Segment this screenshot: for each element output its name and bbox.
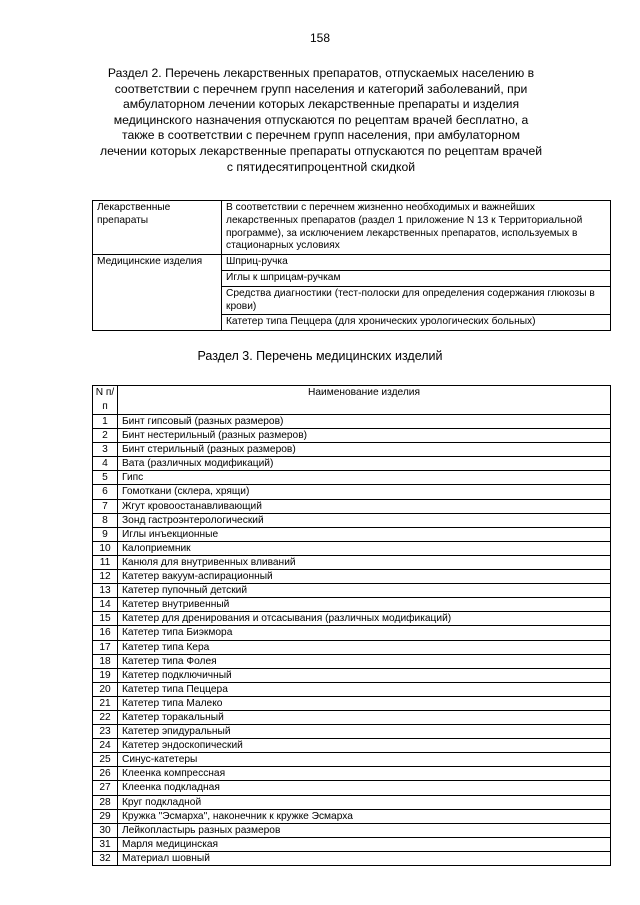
row-number: 8 <box>93 513 118 527</box>
row-number: 22 <box>93 710 118 724</box>
table-row <box>93 823 611 837</box>
row-number: 11 <box>93 555 118 569</box>
device-cell: Средства диагностики (тест-полоски для определения содержания глюкозы в крови) <box>222 286 611 315</box>
item-name: Клеенка подкладная <box>118 781 611 795</box>
item-name: Иглы инъекционные <box>118 527 611 541</box>
item-name: Бинт стерильный (разных размеров) <box>118 443 611 457</box>
row-number: 5 <box>93 471 118 485</box>
table-row <box>93 809 611 823</box>
column-header-number: N п/п <box>93 386 118 415</box>
table-row <box>93 710 611 724</box>
table-row <box>93 555 611 569</box>
description-cell: В соответствии с перечнем жизненно необходимых и важнейших лекарственных препаратов (раздел 1 приложение N 13 к Территориальной программе), за исключением лекарственных препаратов, используемых в стационарных условиях <box>222 201 611 255</box>
item-name: Катетер для дренирования и отсасывания (различных модификаций) <box>118 612 611 626</box>
table-body <box>93 415 611 866</box>
row-number: 29 <box>93 809 118 823</box>
device-cell: Катетер типа Пеццера (для хронических урологических больных) <box>222 315 611 331</box>
item-name: Катетер торакальный <box>118 710 611 724</box>
table-row <box>93 612 611 626</box>
item-name: Вата (различных модификаций) <box>118 457 611 471</box>
row-number: 32 <box>93 851 118 865</box>
item-name: Марля медицинская <box>118 837 611 851</box>
row-number: 30 <box>93 823 118 837</box>
table-row <box>93 485 611 499</box>
item-name: Зонд гастроэнтерологический <box>118 513 611 527</box>
table-row <box>93 570 611 584</box>
table-row <box>93 837 611 851</box>
item-name: Круг подкладной <box>118 795 611 809</box>
column-header-name: Наименование изделия <box>118 386 611 415</box>
table-row <box>93 682 611 696</box>
table-row <box>93 795 611 809</box>
row-number: 4 <box>93 457 118 471</box>
table-row <box>93 781 611 795</box>
row-number: 28 <box>93 795 118 809</box>
row-number: 17 <box>93 640 118 654</box>
item-name: Лейкопластырь разных размеров <box>118 823 611 837</box>
table-row <box>93 767 611 781</box>
row-number: 2 <box>93 429 118 443</box>
item-name: Синус-катетеры <box>118 753 611 767</box>
item-name: Катетер типа Биэкмора <box>118 626 611 640</box>
row-number: 14 <box>93 598 118 612</box>
item-name: Калоприемник <box>118 541 611 555</box>
device-cell: Шприц-ручка <box>222 255 611 271</box>
row-number: 6 <box>93 485 118 499</box>
table-row <box>93 654 611 668</box>
table-row <box>93 598 611 612</box>
item-name: Катетер типа Пеццера <box>118 682 611 696</box>
table-row <box>93 696 611 710</box>
item-name: Катетер эндоскопический <box>118 739 611 753</box>
table-row <box>93 429 611 443</box>
row-number: 20 <box>93 682 118 696</box>
table-row <box>93 584 611 598</box>
table-row <box>93 739 611 753</box>
item-name: Катетер пупочный детский <box>118 584 611 598</box>
row-number: 23 <box>93 725 118 739</box>
row-number: 31 <box>93 837 118 851</box>
category-cell: Лекарственные препараты <box>93 201 222 255</box>
table-row <box>93 626 611 640</box>
row-number: 19 <box>93 668 118 682</box>
row-number: 25 <box>93 753 118 767</box>
table-row <box>93 255 611 271</box>
item-name: Катетер типа Фолея <box>118 654 611 668</box>
section-2-heading: Раздел 2. Перечень лекарственных препаратов, отпускаемых населению в соответствии с перечнем групп населения и категорий заболеваний, при амбулаторном лечении которых лекарственные препараты и изделия медицинского назначения отпускаются по рецептам врачей бесплатно, а также в соответствии с перечнем групп населения, при амбулаторном лечении которых лекарственные препараты отпускаются по рецептам врачей с пятидесятипроцентной скидкой <box>99 66 543 174</box>
row-number: 10 <box>93 541 118 555</box>
table-row <box>93 513 611 527</box>
section-2-table <box>92 200 611 331</box>
item-name: Жгут кровоостанавливающий <box>118 499 611 513</box>
row-number: 9 <box>93 527 118 541</box>
row-number: 12 <box>93 570 118 584</box>
table-row <box>93 471 611 485</box>
table-row <box>93 753 611 767</box>
row-number: 21 <box>93 696 118 710</box>
row-number: 24 <box>93 739 118 753</box>
item-name: Катетер подключичный <box>118 668 611 682</box>
row-number: 13 <box>93 584 118 598</box>
row-number: 3 <box>93 443 118 457</box>
item-name: Бинт нестерильный (разных размеров) <box>118 429 611 443</box>
item-name: Клеенка компрессная <box>118 767 611 781</box>
table-row <box>93 443 611 457</box>
item-name: Бинт гипсовый (разных размеров) <box>118 415 611 429</box>
item-name: Кружка "Эсмарха", наконечник к кружке Эсмарха <box>118 809 611 823</box>
table-row <box>93 851 611 865</box>
item-name: Гомоткани (склера, хрящи) <box>118 485 611 499</box>
table-row <box>93 668 611 682</box>
table-row <box>93 527 611 541</box>
row-number: 1 <box>93 415 118 429</box>
item-name: Катетер типа Малеко <box>118 696 611 710</box>
table-row <box>93 415 611 429</box>
item-name: Материал шовный <box>118 851 611 865</box>
table-row <box>93 725 611 739</box>
row-number: 27 <box>93 781 118 795</box>
item-name: Гипс <box>118 471 611 485</box>
table-header-row <box>93 386 611 415</box>
page-number: 158 <box>309 31 331 45</box>
table-row <box>93 201 611 255</box>
device-cell: Иглы к шприцам-ручкам <box>222 270 611 286</box>
table-row <box>93 541 611 555</box>
row-number: 16 <box>93 626 118 640</box>
category-cell: Медицинские изделия <box>93 255 222 331</box>
row-number: 7 <box>93 499 118 513</box>
table-row <box>93 457 611 471</box>
row-number: 18 <box>93 654 118 668</box>
item-name: Канюля для внутривенных вливаний <box>118 555 611 569</box>
item-name: Катетер типа Кера <box>118 640 611 654</box>
table-row <box>93 499 611 513</box>
item-name: Катетер эпидуральный <box>118 725 611 739</box>
medical-devices-table <box>92 385 611 866</box>
item-name: Катетер вакуум-аспирационный <box>118 570 611 584</box>
table-row <box>93 640 611 654</box>
row-number: 26 <box>93 767 118 781</box>
section-3-heading: Раздел 3. Перечень медицинских изделий <box>197 349 443 363</box>
item-name: Катетер внутривенный <box>118 598 611 612</box>
row-number: 15 <box>93 612 118 626</box>
